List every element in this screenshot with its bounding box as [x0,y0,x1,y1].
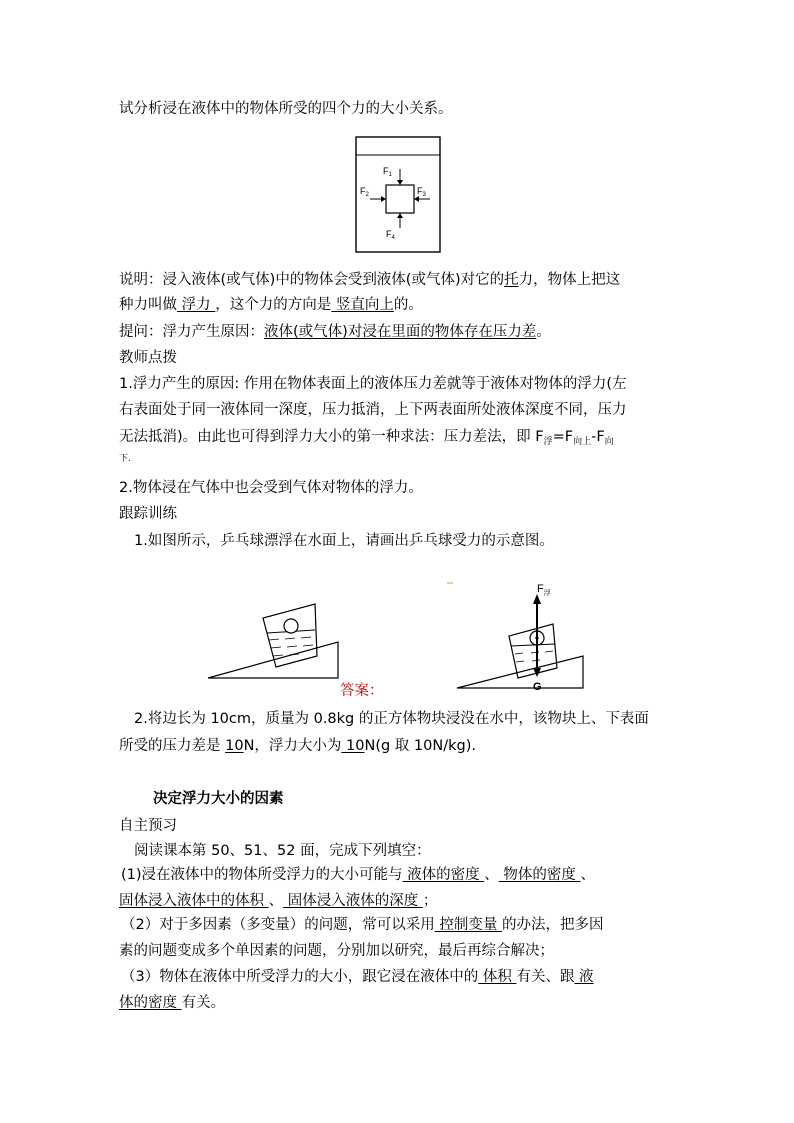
teacher-p1-line3: 无法抵消)。由此也可得到浮力大小的第一种求法：压力差法，即 $F_浮=F_{向上}-F_向$ [119,429,614,447]
section2-preview: 自主预习 [119,818,177,834]
intro-text: 试分析浸在液体中的物体所受的四个力的大小关系。 [119,101,453,117]
teacher-p1-line1: 1.浮力产生的原因: 作用在物体表面上的液体压力差就等于液体对物体的浮力(左 [119,376,627,392]
buoyancy-arrow [533,594,541,604]
track-title: 跟踪训练 [119,506,177,522]
explain-line-1: 说明：浸入液体(或气体)中的物体会受到液体(或气体)对它的托力，物体上把这 [119,272,621,288]
teacher-p2: 2.物体浸在气体中也会受到气体对物体的浮力。 [119,480,423,496]
section2-item3-line2: 体的密度 有关。 [119,995,226,1011]
question-line: 提问：浮力产生原因：液体(或气体)对浸在里面的物体存在压力差。 [119,324,551,340]
section2-item3-line1: （3）物体在液体中所受浮力的大小，跟它浸在液体中的 体积 有关、跟 液 [121,969,594,985]
f2-label: $F_2$ [360,186,369,198]
teacher-p1-line4: 下. [119,454,131,464]
section2-item2-line2: 素的问题变成多个单因素的问题，分别加以研究，最后再综合解决； [119,943,554,959]
f3-label: $F_3$ [417,186,426,198]
track-q2-line2: 所受的压力差是 10N，浮力大小为 10N(g 取 10N/kg). [119,738,476,754]
section2-item1-line2: 固体浸入液体中的体积 、 固体浸入液体的深度 ； [119,893,438,909]
gravity-label: G [533,681,542,693]
ping-pong-ball [284,619,298,633]
f1-label: $F_1$ [383,166,392,178]
answer-label: 答案： [340,683,384,699]
force-diagram-figure [355,136,443,256]
track-q1: 1.如图所示，乒乓球漂浮在水面上，请画出乒乓球受力的示意图。 [134,533,554,549]
teacher-p1-line2: 右表面处于同一液体同一深度，压力抵消，上下两表面所处液体深度不同，压力 [119,402,627,418]
section2-item1-line1: (1)浸在液体中的物体所受浮力的大小可能与 液体的密度 、 物体的密度 、 [121,867,595,883]
ping-pong-question-figure [205,600,345,685]
f4-label: $F_4$ [386,229,395,241]
track-q2-line1: 2.将边长为 10cm，质量为 0.8kg 的正方体物块浸没在水中，该物块上、下表面 [134,711,649,727]
section2-read: 阅读课本第 50、51、52 面，完成下列填空： [134,843,431,859]
buoyancy-label: $F_浮$ [537,583,551,597]
section2-title: 决定浮力大小的因素 [153,791,284,807]
section2-item2-line1: （2）对于多因素（多变量）的问题，常可以采用 控制变量 的办法，把多因 [121,917,604,933]
explain-line-2: 种力叫做 浮力 ，这个力的方向是 竖直向上的。 [119,297,423,313]
teacher-title: 教师点拨 [119,350,177,366]
ping-pong-answer-figure [445,578,595,693]
